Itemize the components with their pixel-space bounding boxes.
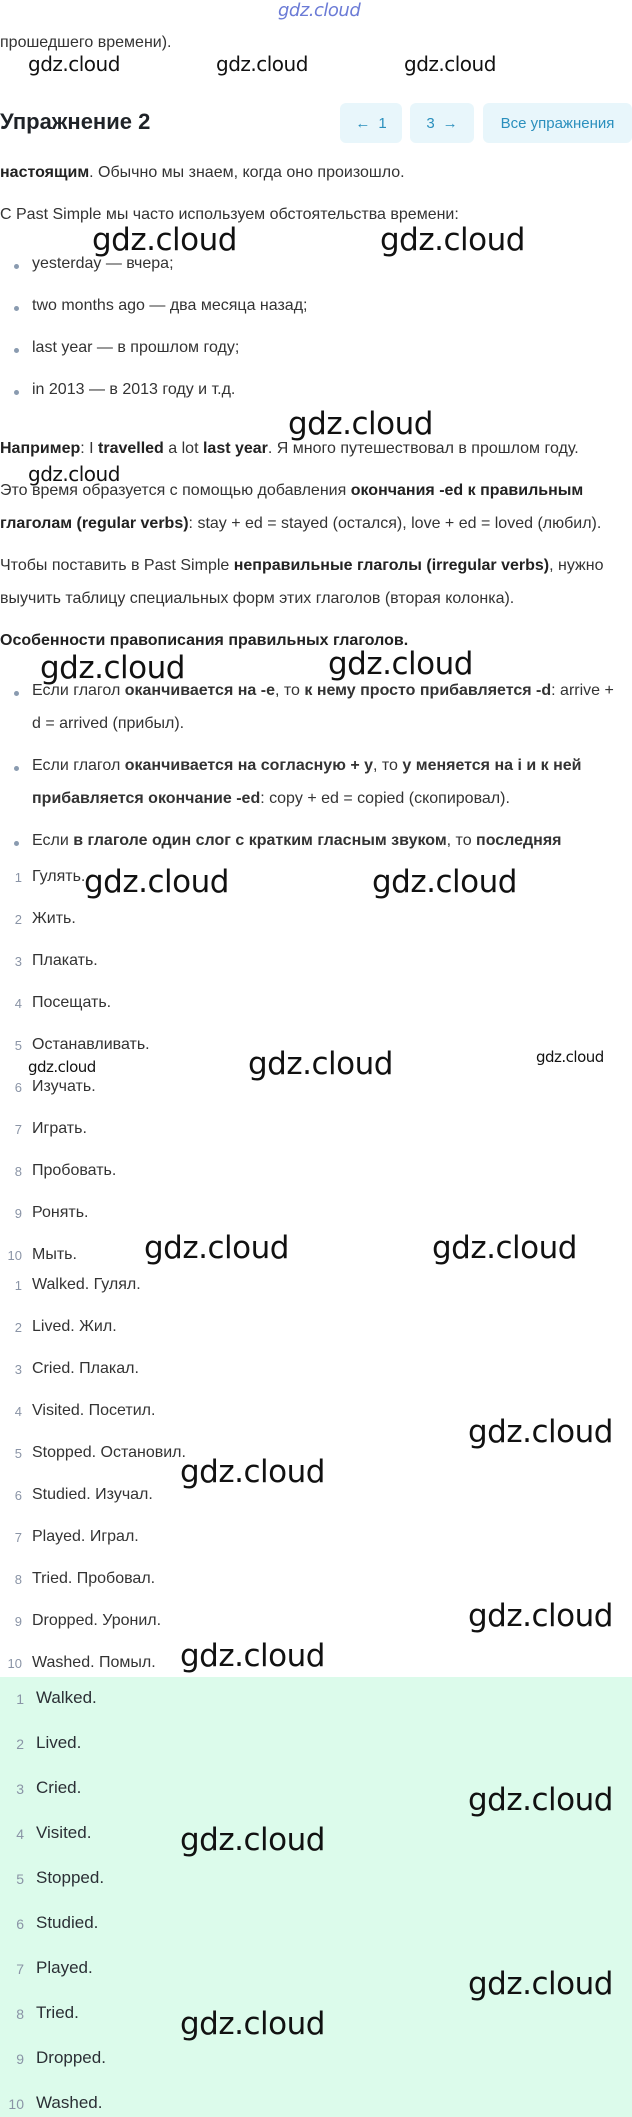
list-number: 10 (7, 1656, 22, 1671)
example-line: Например: I travelled a lot last year. Я много путешествовал в прошлом году. (0, 440, 579, 457)
list-number: 2 (14, 1320, 22, 1335)
bullet-dot (14, 766, 19, 771)
watermark: gdz.cloud (468, 1966, 613, 2002)
list-item: Visited. Посетил. (32, 1402, 156, 1419)
prev-label: 1 (378, 114, 387, 132)
list-number: 1 (14, 1278, 22, 1293)
bullet-dot (14, 264, 19, 269)
watermark: gdz.cloud (536, 1048, 604, 1066)
list-item: Пробовать. (32, 1162, 117, 1179)
formation-line-1: Это время образуется с помощью добавления окончания -ed к правильным (0, 482, 584, 499)
list-number: 6 (14, 1488, 22, 1503)
arrow-right-icon: → (442, 114, 458, 132)
list-item: Cried. Плакал. (32, 1360, 139, 1377)
list-item: Dropped. Уронил. (32, 1612, 162, 1629)
list-item: Ронять. (32, 1204, 89, 1221)
list-item: Изучать. (32, 1078, 96, 1095)
spelling-title: Особенности правописания правильных глаголов. (0, 632, 409, 649)
all-exercises-label: Все упражнения (500, 114, 615, 132)
list-number: 10 (7, 1248, 22, 1263)
list-item: Посещать. (32, 994, 112, 1011)
list-item: Играть. (32, 1120, 87, 1137)
list-item: Walked. Гулял. (32, 1276, 141, 1293)
list-item: Washed. (36, 2093, 103, 2112)
watermark: gdz.cloud (180, 1638, 325, 1674)
bullet-dot (14, 390, 19, 395)
list-number: 1 (14, 870, 22, 885)
list-number: 9 (14, 1614, 22, 1629)
list-number: 7 (14, 1530, 22, 1545)
watermark: gdz.cloud (468, 1414, 613, 1450)
watermark: gdz.cloud (40, 650, 185, 686)
watermark: gdz.cloud (372, 864, 517, 900)
watermark: gdz.cloud (28, 1058, 96, 1076)
list-item: Washed. Помыл. (32, 1654, 156, 1671)
list-number: 1 (16, 1691, 24, 1707)
list-item: Stopped. Остановил. (32, 1444, 186, 1461)
answer-block (0, 1677, 632, 2117)
watermark: gdz.cloud (248, 1046, 393, 1082)
list-number: 7 (16, 1961, 24, 1977)
list-number: 8 (14, 1572, 22, 1587)
list-item: Studied. (36, 1913, 99, 1932)
list-item: Tried. Пробовал. (32, 1570, 156, 1587)
watermark: gdz.cloud (180, 1454, 325, 1490)
list-number: 5 (14, 1038, 22, 1053)
next-exercise-button[interactable] (410, 103, 474, 143)
list-item: Studied. Изучал. (32, 1486, 153, 1503)
list-number: 10 (8, 2096, 24, 2112)
watermark: gdz.cloud (92, 222, 237, 258)
watermark: gdz.cloud (28, 52, 120, 76)
formation-line-2: глаголам (regular verbs): stay + ed = stayed (остался), love + ed = loved (любил). (0, 515, 602, 532)
watermark: gdz.cloud (468, 1782, 613, 1818)
watermark: gdz.cloud (468, 1598, 613, 1634)
watermark: gdz.cloud (288, 406, 433, 442)
bullet-dot (14, 691, 19, 696)
list-number: 9 (14, 1206, 22, 1221)
watermark: gdz.cloud (84, 864, 229, 900)
list-item: Visited. (36, 1823, 92, 1842)
watermark: gdz.cloud (432, 1230, 577, 1266)
rule-1-line-2: d = arrived (прибыл). (32, 715, 185, 732)
list-number: 8 (16, 2006, 24, 2022)
irregular-line-2: выучить таблицу специальных форм этих глаголов (вторая колонка). (0, 590, 515, 607)
list-item: Stopped. (36, 1868, 105, 1887)
rule-3-line-1: Если в глаголе один слог с кратким гласным звуком, то последняя (32, 832, 562, 849)
list-number: 6 (16, 1916, 24, 1932)
list-number: 4 (14, 1404, 22, 1419)
list-number: 5 (16, 1871, 24, 1887)
arrow-left-icon: ← (355, 114, 371, 132)
list-number: 2 (14, 912, 22, 927)
time-bullet: yesterday — вчера; (32, 255, 174, 272)
list-number: 5 (14, 1446, 22, 1461)
all-exercises-button[interactable] (483, 103, 632, 143)
list-number: 6 (14, 1080, 22, 1095)
time-bullet: in 2013 — в 2013 году и т.д. (32, 381, 236, 398)
list-item: Жить. (32, 910, 76, 927)
list-item: Мыть. (32, 1246, 77, 1263)
list-number: 4 (14, 996, 22, 1011)
list-item: Cried. (36, 1778, 82, 1797)
time-bullet: last year — в прошлом году; (32, 339, 240, 356)
next-label: 3 (426, 114, 435, 132)
watermark: gdz.cloud (180, 1822, 325, 1858)
list-number: 3 (14, 1362, 22, 1377)
list-number: 2 (16, 1736, 24, 1752)
watermark: gdz.cloud (278, 0, 361, 21)
list-number: 8 (14, 1164, 22, 1179)
list-item: Dropped. (36, 2048, 106, 2067)
rule-2-line-2: прибавляется окончание -ed: copy + ed = copied (скопировал). (32, 790, 510, 807)
list-number: 9 (16, 2051, 24, 2067)
time-bullet: two months ago — два месяца назад; (32, 297, 308, 314)
watermark: gdz.cloud (404, 52, 496, 76)
irregular-line-1: Чтобы поставить в Past Simple неправильные глаголы (irregular verbs), нужно (0, 557, 604, 574)
watermark: gdz.cloud (380, 222, 525, 258)
top-text: прошедшего времени). (0, 34, 172, 51)
list-item: Walked. (36, 1688, 97, 1707)
list-number: 3 (14, 954, 22, 969)
watermark: gdz.cloud (180, 2006, 325, 2042)
bullet-dot (14, 841, 19, 846)
list-item: Lived. (36, 1733, 82, 1752)
prev-exercise-button[interactable] (340, 103, 402, 143)
theory-line-1: настоящим. Обычно мы знаем, когда оно произошло. (0, 164, 405, 181)
bullet-dot (14, 306, 19, 311)
watermark: gdz.cloud (216, 52, 308, 76)
bullet-dot (14, 348, 19, 353)
list-item: Гулять. (32, 868, 86, 885)
list-number: 3 (16, 1781, 24, 1797)
theory-line-2: С Past Simple мы часто используем обстоятельства времени: (0, 206, 459, 223)
rule-2-line-1: Если глагол оканчивается на согласную + y, то y меняется на i и к ней (32, 757, 582, 774)
watermark: gdz.cloud (328, 646, 473, 682)
list-item: Played. (36, 1958, 93, 1977)
list-item: Останавливать. (32, 1036, 150, 1053)
rule-1-line-1: Если глагол оканчивается на -e, то к нему просто прибавляется -d: arrive + (32, 682, 614, 699)
list-item: Played. Играл. (32, 1528, 139, 1545)
watermark: gdz.cloud (28, 462, 120, 486)
list-item: Плакать. (32, 952, 98, 969)
watermark: gdz.cloud (144, 1230, 289, 1266)
list-item: Lived. Жил. (32, 1318, 117, 1335)
list-number: 7 (14, 1122, 22, 1137)
page-title: Упражнение 2 (0, 109, 151, 134)
list-number: 4 (16, 1826, 24, 1842)
list-item: Tried. (36, 2003, 79, 2022)
